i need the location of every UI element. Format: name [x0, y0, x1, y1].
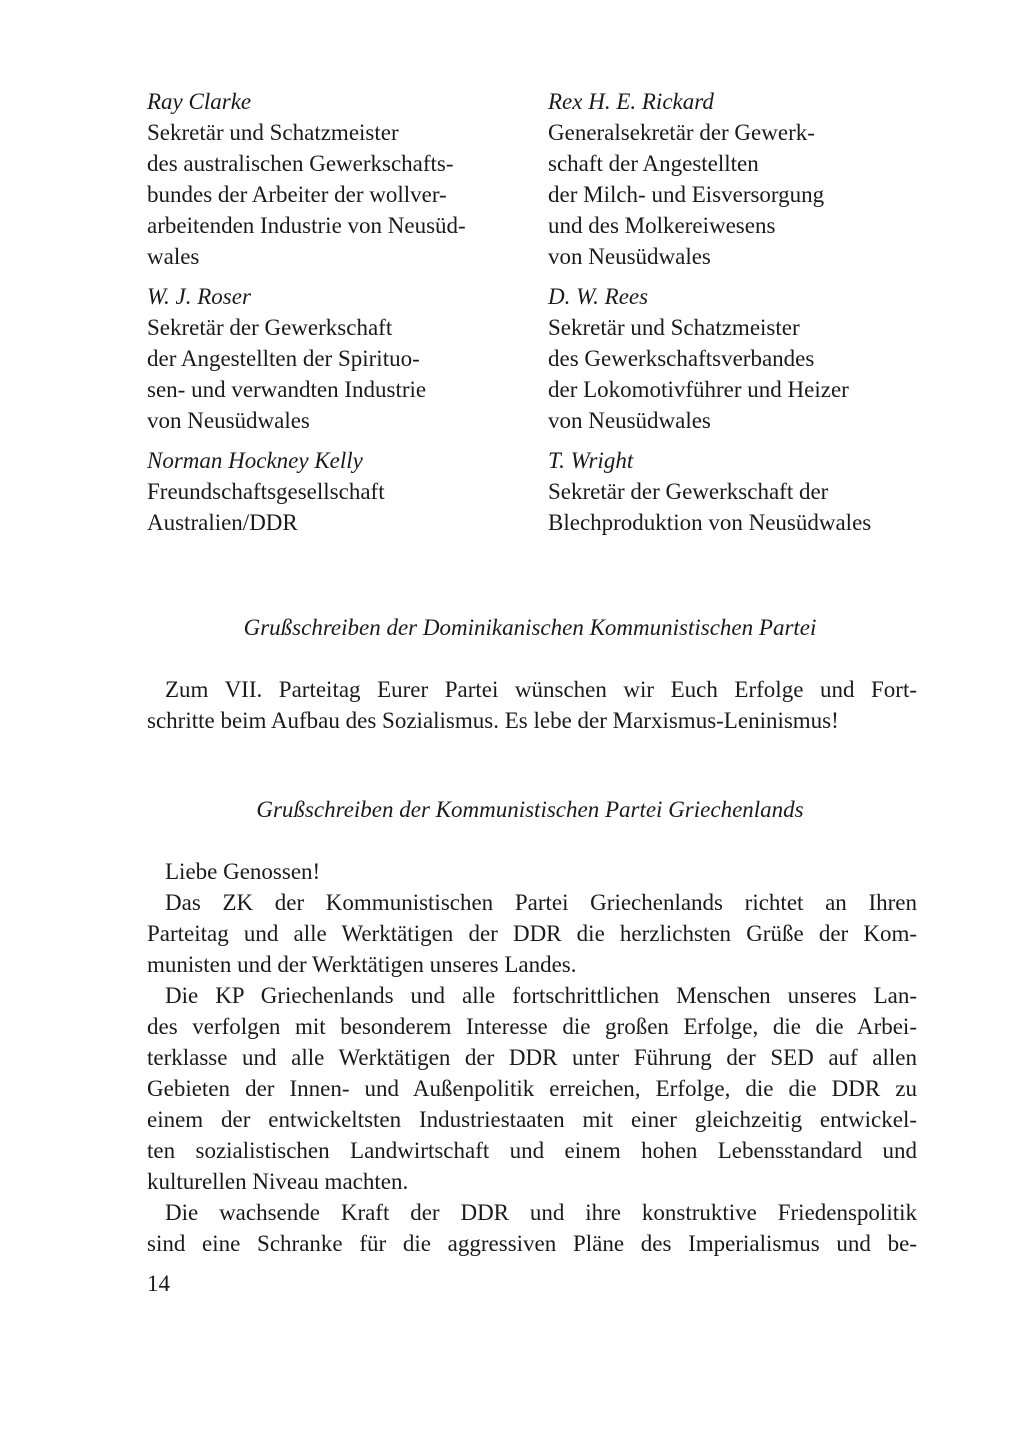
signatory-title-line: Generalsekretär der Gewerk- [548, 120, 815, 145]
signatory-title-line: und des Molkereiwesens [548, 213, 776, 238]
text-line: Das ZK der Kommunistischen Partei Griechenlands richtet an Ihren [165, 890, 917, 915]
text-line: Die wachsende Kraft der DDR und ihre konstruktive Friedenspolitik [165, 1200, 917, 1225]
text-line: Zum VII. Parteitag Eurer Partei wünschen wir Euch Erfolge und Fort- [165, 677, 917, 702]
greece-greeting-text [147, 856, 917, 1259]
signatory-title-line: der Milch- und Eisversorgung [548, 182, 825, 207]
signatory-title-line: Sekretär der Gewerkschaft [147, 315, 393, 340]
signatory-title-line: sen- und verwandten Industrie [147, 377, 427, 402]
signatory-title-line: von Neusüdwales [548, 244, 711, 269]
text-line: kulturellen Niveau machten. [147, 1169, 409, 1194]
text-line: des verfolgen mit besonderem Interesse die großen Erfolge, die die Arbei- [147, 1014, 917, 1039]
signatories-left-column [147, 86, 527, 547]
signatory-title-line: bundes der Arbeiter der wollver- [147, 182, 447, 207]
signatory-name: W. J. Roser [147, 284, 251, 309]
signatory-title-line: wales [147, 244, 200, 269]
signatory-title-line: schaft der Angestellten [548, 151, 759, 176]
dominican-greeting-text [147, 674, 917, 736]
text-line: einem der entwickeltsten Industriestaaten mit einer gleichzeitig entwickel- [147, 1107, 917, 1132]
signatory-entry [147, 281, 527, 436]
text-line: Die KP Griechenlands und alle fortschrittlichen Menschen unseres Lan- [165, 983, 917, 1008]
signatory-title-line: Sekretär der Gewerkschaft der [548, 479, 829, 504]
signatory-title-line: des Gewerkschaftsverbandes [548, 346, 815, 371]
page-number: 14 [147, 1271, 170, 1296]
text-line: Gebieten der Innen- und Außenpolitik erreichen, Erfolge, die die DDR zu [147, 1076, 917, 1101]
signatory-title-line: von Neusüdwales [147, 408, 310, 433]
signatory-title-line: Australien/DDR [147, 510, 298, 535]
signatory-entry [147, 86, 527, 272]
signatory-name: Rex H. E. Rickard [548, 89, 714, 114]
text-line: terklasse und alle Werktätigen der DDR unter Führung der SED auf allen [147, 1045, 917, 1070]
signatory-entry [548, 445, 928, 538]
signatory-title-line: arbeitenden Industrie von Neusüd- [147, 213, 466, 238]
signatories-right-column [548, 86, 928, 547]
signatory-name: D. W. Rees [548, 284, 649, 309]
section-heading-greece: Grußschreiben der Kommunistischen Partei Griechenlands [256, 797, 804, 822]
signatory-title-line: Sekretär und Schatzmeister [548, 315, 800, 340]
signatory-title-line: des australischen Gewerkschafts- [147, 151, 454, 176]
text-line: Liebe Genossen! [165, 859, 321, 884]
text-line: munisten und der Werktätigen unseres Landes. [147, 952, 577, 977]
text-line: sind eine Schranke für die aggressiven Pläne des Imperialismus und be- [147, 1231, 917, 1256]
signatory-entry [548, 281, 928, 436]
signatory-title-line: der Angestellten der Spirituo- [147, 346, 420, 371]
signatory-title-line: Freundschaftsgesellschaft [147, 479, 385, 504]
signatory-entry [147, 445, 527, 538]
signatory-title-line: Blechproduktion von Neusüdwales [548, 510, 872, 535]
text-line: ten sozialistischen Landwirtschaft und einem hohen Lebensstandard und [147, 1138, 917, 1163]
signatory-name: T. Wright [548, 448, 634, 473]
signatory-name: Ray Clarke [147, 89, 252, 114]
signatory-title-line: der Lokomotivführer und Heizer [548, 377, 849, 402]
signatory-name: Norman Hockney Kelly [147, 448, 363, 473]
signatory-entry [548, 86, 928, 272]
text-line: Parteitag und alle Werktätigen der DDR die herzlichsten Grüße der Kom- [147, 921, 917, 946]
text-line: schritte beim Aufbau des Sozialismus. Es lebe der Marxismus-Leninismus! [147, 708, 839, 733]
section-heading-dominican: Grußschreiben der Dominikanischen Kommunistischen Partei [243, 615, 817, 640]
signatory-title-line: Sekretär und Schatzmeister [147, 120, 399, 145]
signatory-title-line: von Neusüdwales [548, 408, 711, 433]
